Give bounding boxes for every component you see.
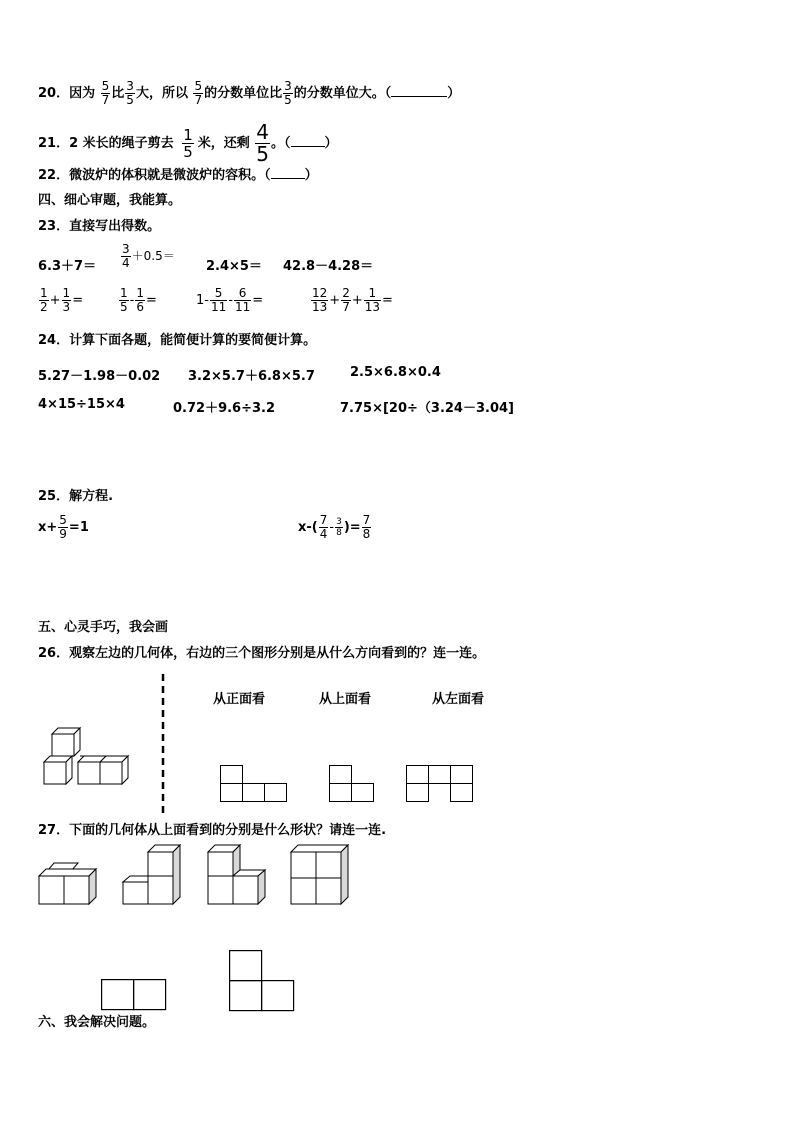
expr-7: 1- $\frac{5}{11}$ - $\frac{6}{11}$ = xyxy=(196,286,264,314)
fraction: $\frac{3}{5}$ xyxy=(126,79,134,107)
view-label-left: 从左面看 xyxy=(432,692,485,707)
question-21: 21．2 米长的绳子剪去 $\frac{1}{5}$ 米，还剩 $\frac{4}{5}$ 。（ ） xyxy=(38,120,338,166)
view-label-front: 从正面看 xyxy=(213,692,266,707)
solid-1 xyxy=(38,862,100,906)
top-view-shape-1 xyxy=(101,979,167,1012)
question-26-title: 26．观察左边的几何体，右边的三个图形分别是从什么方向看到的？连一连。 xyxy=(38,646,486,661)
question-20: 20．因为 $\frac{5}{7}$ 比 $\frac{3}{5}$ 大，所以 $\frac{5}{7}$ 的分数单位比 $\frac{3}{5}$ 的分数单位大。（ ） xyxy=(38,79,461,107)
section-5-heading: 五、心灵手巧，我会画 xyxy=(38,620,169,635)
calc-5: 0.72＋9.6÷3.2 xyxy=(173,401,276,416)
calc-1: 5.27－1.98－0.02 xyxy=(38,369,161,384)
fraction: $\frac{5}{7}$ xyxy=(194,79,203,107)
calc-3: 2.5×6.8×0.4 xyxy=(350,365,441,380)
answer-blank[interactable] xyxy=(271,166,305,179)
fraction: $\frac{5}{7}$ xyxy=(101,79,110,107)
top-view-shape-2 xyxy=(229,950,295,1013)
section-6-heading: 六、我会解决问题。 xyxy=(38,1015,156,1030)
dashed-divider xyxy=(160,674,166,814)
question-24-title: 24．计算下面各题，能简便计算的要简便计算。 xyxy=(38,333,317,348)
question-25-title: 25．解方程. xyxy=(38,489,114,504)
question-27-title: 27．下面的几何体从上面看到的分别是什么形状？请连一连. xyxy=(38,823,387,838)
expr-2: $\frac{3}{4}$ ＋0.5＝ xyxy=(122,242,175,270)
calc-2: 3.2×5.7＋6.8×5.7 xyxy=(188,369,315,384)
question-23-title: 23．直接写出得数。 xyxy=(38,219,161,234)
view-label-top: 从上面看 xyxy=(319,692,372,707)
view-figure-2 xyxy=(329,765,375,803)
fraction: $\frac{3}{5}$ xyxy=(284,79,292,107)
question-22: 22．微波炉的体积就是微波炉的容积。（ ） xyxy=(38,168,318,183)
geometric-solid xyxy=(40,726,142,788)
expr-6: $\frac{1}{5}$ - $\frac{1}{6}$ = xyxy=(120,286,157,314)
view-figure-3 xyxy=(406,765,474,803)
calc-4: 4×15÷15×4 xyxy=(38,397,125,412)
calc-6: 7.75×[20÷（3.24－3.04] xyxy=(340,401,514,416)
expr-8: $\frac{12}{13}$ + $\frac{2}{7}$ + $\frac{1}{13}$ = xyxy=(312,286,393,314)
expr-4: 42.8－4.28＝ xyxy=(283,259,374,274)
expr-5: $\frac{1}{2}$ + $\frac{1}{3}$ = xyxy=(40,286,84,314)
solid-2 xyxy=(122,844,184,906)
expr-3: 2.4×5＝ xyxy=(206,259,262,274)
answer-blank[interactable] xyxy=(391,84,447,97)
fraction: $\frac{4}{5}$ xyxy=(256,120,270,166)
expr-1: 6.3＋7＝ xyxy=(38,259,97,274)
section-4-heading: 四、细心审题，我能算。 xyxy=(38,193,182,208)
answer-blank[interactable] xyxy=(291,134,325,147)
solid-3 xyxy=(205,844,267,906)
solid-4 xyxy=(289,844,353,906)
fraction: $\frac{1}{5}$ xyxy=(183,126,193,161)
equation-1: x+ $\frac{5}{9}$ =1 xyxy=(38,513,89,541)
equation-2: x-( $\frac{7}{4}$ - $\frac{3}{8}$ )= $\frac{7}{8}$ xyxy=(298,513,371,541)
view-figure-1 xyxy=(220,765,288,803)
